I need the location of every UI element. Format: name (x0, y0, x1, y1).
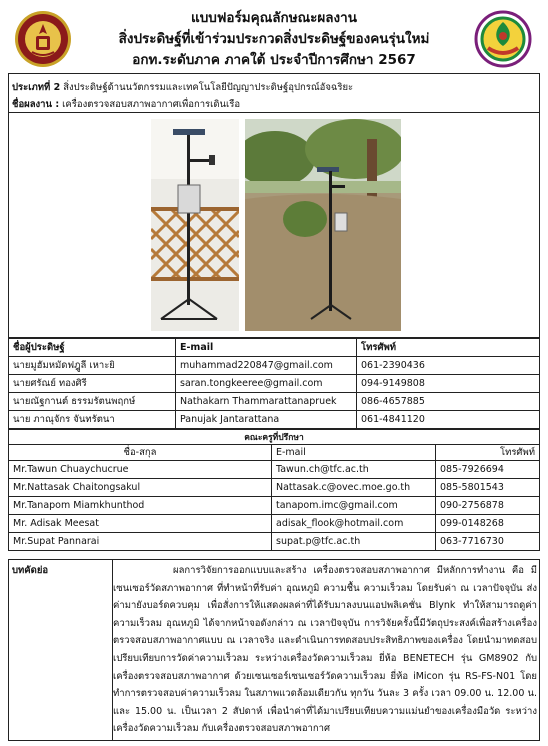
table-row (9, 497, 540, 515)
inventor-name: นายณัฐกานต์ ธรรมรัตนพฤกษ์ (9, 393, 176, 411)
header-line-2: สิ่งประดิษฐ์ที่เข้าร่วมประกวดสิ่งประดิษฐ์ของคนรุ่นใหม่ (118, 31, 430, 47)
table-row (9, 375, 540, 393)
table-row (9, 411, 540, 429)
table-row (9, 533, 540, 551)
table-row (9, 515, 540, 533)
advisor-name: Mr.Supat Pannarai (9, 533, 272, 551)
advisors-title: คณะครูที่ปรึกษา (9, 430, 540, 445)
inventors-table (8, 338, 540, 429)
photo-section (8, 112, 540, 338)
advisor-phone: 085-7926694 (436, 461, 540, 479)
advisor-email: Nattasak.c@ovec.moe.go.th (272, 479, 436, 497)
column-header: โทรศัพท์ (436, 445, 540, 461)
column-header: ชื่อผู้ประดิษฐ์ (9, 339, 176, 357)
inventor-phone: 061-2390436 (357, 357, 540, 375)
advisors-table (8, 429, 540, 551)
advisors-title-row (9, 430, 540, 445)
advisor-phone: 099-0148268 (436, 515, 540, 533)
header-line-3: อกท.ระดับภาค ภาคใต้ ประจำปีการศึกษา 2567 (132, 52, 416, 68)
advisor-phone: 090-2756878 (436, 497, 540, 515)
weather-station-photo-indoor (151, 119, 239, 331)
category-section (8, 73, 540, 113)
column-header: E-mail (272, 445, 436, 461)
table-row (9, 357, 540, 375)
advisor-email: Tawun.ch@tfc.ac.th (272, 461, 436, 479)
inventor-phone: 094-9149808 (357, 375, 540, 393)
abstract-section (8, 559, 540, 741)
table-row (9, 479, 540, 497)
table-row (9, 461, 540, 479)
advisor-email: adisak_flook@hotmail.com (272, 515, 436, 533)
inventor-email: Nathakarn Thammarattanapruek (176, 393, 357, 411)
column-header: E-mail (176, 339, 357, 357)
atc-emblem-logo (474, 10, 532, 68)
advisor-name: Mr.Tawun Chuaychucrue (9, 461, 272, 479)
table-header-row (9, 339, 540, 357)
abstract-label: บทคัดย่อ (12, 565, 49, 576)
advisor-phone: 085-5801543 (436, 479, 540, 497)
inventor-phone: 061-4841120 (357, 411, 540, 429)
advisor-name: Mr.Nattasak Chaitongsakul (9, 479, 272, 497)
table-header-row (9, 445, 540, 461)
abstract-text: ผลการวิจัยการออกแบบและสร้าง เครื่องตรวจสอบสภาพอากาศ มีหลักการทำงาน คือ มีเซนเซอร์วัดสภาพอากาศ ที่ทำหน้าที่รับค่า อุณหภูมิ ความชื้น ความเร็วลม โดยรับค่า ณ เวลาปัจจุบัน ส่งค่ามายังบอร์ดควบคุม เพื่อสั่งการให้แสดงผลค่าที่ได้รับมาลงบนแอปพลิเคชั่น Blynk ทำให้สามารถดูค่าความเร็วลม อุณหภูมิ ได้จากหน้าจอดังกล่าว ณ เวลาปัจจุบัน การวิจัยครั้งนี้มีวัตถุประสงค์เพื่อสร้างเครื่องตรวจสอบสภาพอากาศแบบ ณ เวลาจริง และดำเนินการทดสอบประสิทธิภาพของเครื่อง โดยนำมาทดสอบเปรียบเทียบการวัดค่าความเร็วลม ระหว่างเครื่องวัดความเร็วลม ยี่ห้อ BENETECH รุ่น GM8902 กับเครื่องตรวจสอบสภาพอากาศ ด้วยเซนเซอร์เซนเซอร์วัดความเร็วลม ยี่ห้อ iMicon รุ่น RS-FS-N01 โดยทำการตรวจสอบค่าความเร็วลม ในสภาพแวดล้อมเดียวกัน ทุกวัน วันละ 3 ครั้ง เวลา 09.00 น. 12.00 น. และ 15.00 น. เป็นเวลา 2 สัปดาห์ เพื่อนำค่าที่ได้มาเปรียบเทียบความแม่นยำของเครื่องมือวัด ระหว่าง เครื่องวัดความเร็วลม กับเครื่องตรวจสอบสภาพอากาศ (113, 565, 537, 735)
advisor-phone: 063-7716730 (436, 533, 540, 551)
inventor-email: muhammad220847@gmail.com (176, 357, 357, 375)
work-name-label: ชื่อผลงาน : (12, 99, 60, 110)
weather-station-photo-outdoor (245, 119, 401, 331)
advisor-email: supat.p@tfc.ac.th (272, 533, 436, 551)
table-row (9, 393, 540, 411)
column-header: ชื่อ-สกุล (9, 445, 272, 461)
form-header (8, 6, 540, 72)
category-label: ประเภทที่ 2 (12, 82, 61, 93)
category-value: สิ่งประดิษฐ์ด้านนวัตกรรมและเทคโนโลยีปัญญาประดิษฐ์อุปกรณ์อัจฉริยะ (63, 82, 354, 93)
inventor-name: นายศรัณย์ ทองศิรี (9, 375, 176, 393)
inventor-email: Panujak Jantarattana (176, 411, 357, 429)
advisor-name: Mr. Adisak Meesat (9, 515, 272, 533)
vocational-seal-logo (14, 10, 72, 68)
work-name-value: เครื่องตรวจสอบสภาพอากาศเพื่อการเดินเรือ (62, 99, 241, 110)
advisor-email: tanapom.imc@gmail.com (272, 497, 436, 515)
column-header: โทรศัพท์ (357, 339, 540, 357)
inventor-email: saran.tongkeeree@gmail.com (176, 375, 357, 393)
inventor-name: นาย ภาณุจักร จันทรัตนา (9, 411, 176, 429)
inventor-phone: 086-4657885 (357, 393, 540, 411)
header-line-1: แบบฟอร์มคุณลักษณะผลงาน (191, 10, 357, 26)
inventor-name: นายมูฮัมหมัดฟฎูลี เหาะยิ (9, 357, 176, 375)
advisor-name: Mr.Tanapom Miamkhunthod (9, 497, 272, 515)
